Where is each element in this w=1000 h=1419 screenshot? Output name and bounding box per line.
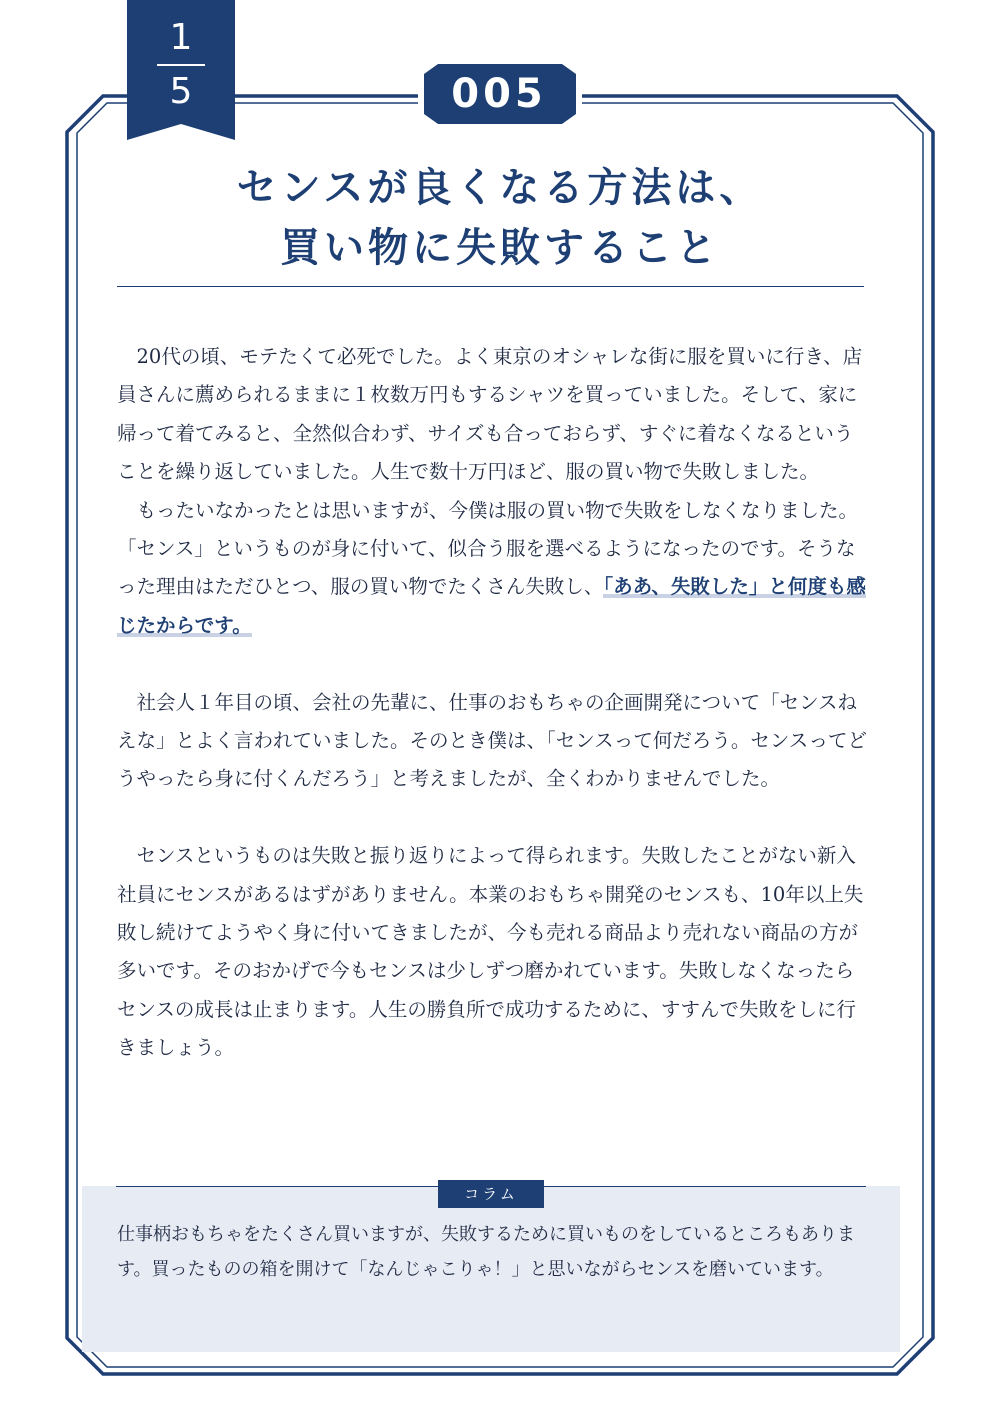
paragraph-4: センスというものは失敗と振り返りによって得られます。失敗したことがない新入社員にセンスがあるはずがありません。本業のおもちゃ開発のセンスも、10年以上失敗し続けてようやく身に付いてきましたが、今も売れる商品より売れない商品の方が多いです。そのおかげで今もセンスは少しずつ磨かれています。失敗しなくなったらセンスの成長は止まります。人生の勝負所で成功するために、すすんで失敗をしに行きましょう。 — [117, 844, 864, 1060]
paragraph-1: 20代の頃、モテたくて必死でした。よく東京のオシャレな街に服を買いに行き、店員さんに薦められるままに１枚数万円もするシャツを買っていました。そして、家に帰って着てみると、全然似合わず、サイズも合っておらず、すぐに着なくなるということを繰り返していました。人生で数十万円ほど、服の買い物で失敗しました。 — [117, 345, 863, 484]
page-number: 005 — [451, 71, 547, 117]
page-title — [60, 158, 940, 278]
paragraph-2 — [117, 492, 869, 646]
emphasis-text: 「ああ、失敗した」と何度も感じたからです。 — [117, 575, 866, 637]
paragraph-3: 社会人１年目の頃、会社の先輩に、仕事のおもちゃの企画開発について「センスねえな」とよく言われていました。そのとき僕は、「センスって何だろう。センスってどうやったら身に付くんだろう」と考えましたが、全くわかりませんでした。 — [117, 690, 867, 791]
title-rule — [117, 286, 864, 287]
title-line-2: 買い物に失敗すること — [280, 225, 720, 271]
column-text: 仕事柄おもちゃをたくさん買いますが、失敗するために買いものをしているところもあります。買ったものの箱を開けて「なんじゃこりゃ！」と思いながらセンスを磨いています。 — [117, 1224, 855, 1280]
paragraph-2-text: もったいなかったとは思いますが、今僕は服の買い物で失敗をしなくなりました。「センス」というものが身に付いて、似合う服を選べるようになったのです。そうなった理由はただひとつ、服の買い物でたくさん失敗し、 — [117, 498, 859, 599]
column-label: コラム — [438, 1180, 544, 1208]
chapter-current: 1 — [169, 17, 193, 58]
chapter-divider — [157, 64, 205, 66]
body-text — [117, 338, 869, 1068]
chapter-bookmark — [127, 0, 235, 140]
title-line-1: センスが良くなる方法は、 — [236, 165, 764, 211]
chapter-total: 5 — [169, 71, 193, 112]
